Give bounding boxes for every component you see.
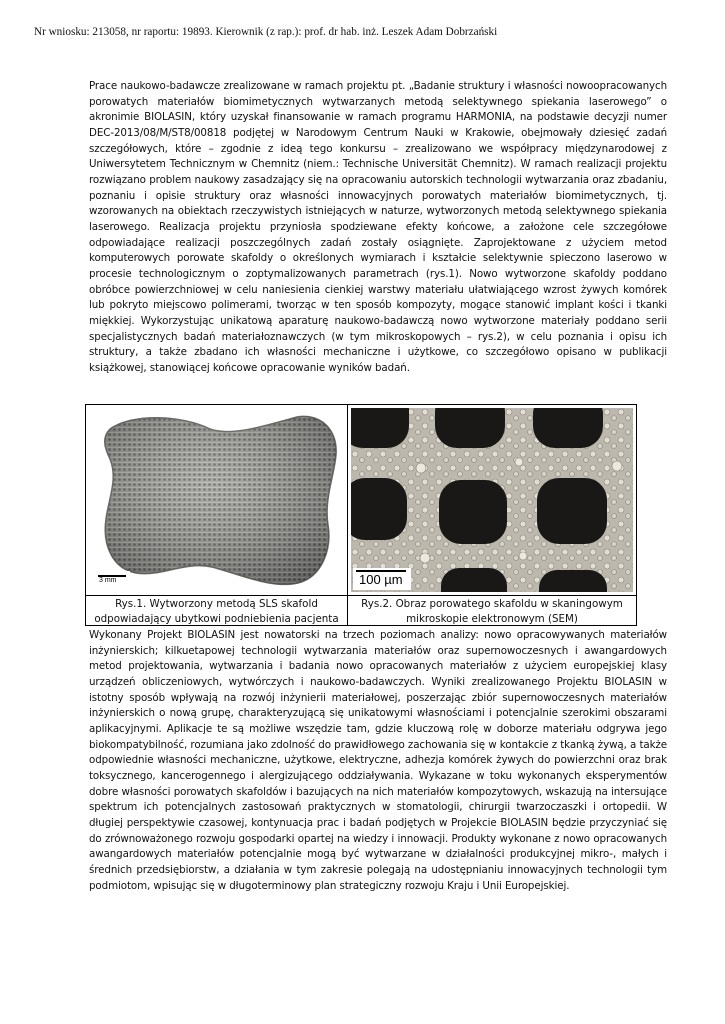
paragraph-summary: Wykonany Projekt BIOLASIN jest nowatorski na trzech poziomach analizy: nowo opracowywanych materiałów inżynierskich; kilkuetapowej technologii wytwarzania materiałów oraz supernowoczesnych i awangardowych metod projektowania, wytwarzania i badania nowo opracowanych materiałów z użyciem europejskiej klasy urządzeń obliczeniowych, wytwórczych i naukowo-badawczych. Wyniki zrealizowanego Projektu BIOLASIN w istotny sposób wpływają na rozwój inżynierii materiałowej, poszerzając zbiór supernowoczesnych materiałów inżynierskich o nową grupę, charakteryzującą się unikatowymi własnościami i potencjalnie szerokimi obszarami aplikacyjnymi. Aplikacje te są możliwe wszędzie tam, gdzie kluczową rolę w doborze materiału odgrywa jego biokompatybilność, rozumiana jako zdolność do prawidłowego zachowania się w kontakcie z tkanką żywą, a także odpowiednie własności mechaniczne, użytkowe, elektryczne, adhezja komórek żywych do powierzchni oraz brak toksycznego, kancerogennego i alergizującego oddziaływania. Wykazane w toku wykonanych eksperymentów dobre własności porowatych skafoldów i bazujących na nich materiałów kompozytowych, wskazują na intersujące spektrum ich potencjalnych zastosowań praktycznych w stomatologii, chirurgii twarzoczaszki i ortopedii. W długiej perspektywie czasowej, kontynuacja prac i badań podjętych w Projekcie BIOLASIN będzie przyczyniać się do zrównoważonego rozwoju gospodarki opartej na wiedzy i innowacji. Produkty wykonane z nowo opracowanych awangardowych materiałów potencjalnie mogą być wytwarzane w działalności produkcyjnej mikro-, małych i średnich przedsiębiorstw, a działania w tym zakresie polegają na udostępnianiu innowacyjnych technologii tym podmiotom, wpisując się w długoterminowy plan strategiczny rozwoju Kraju i Unii Europejskiej. [89, 629, 667, 892]
figure-table [85, 404, 637, 626]
figure-1-caption: Rys.1. Wytworzony metodą SLS skafold odpowiadający ubytkowi podniebienia pacjenta [94, 598, 339, 625]
table-divider-vertical [347, 405, 348, 625]
scale-bar-100um: 100 µm [353, 568, 411, 590]
paragraph-intro: Prace naukowo-badawcze zrealizowane w ramach projektu pt. „Badanie struktury i własności nowoopracowanych porowatych materiałów biomimetycznych wytwarzanych metodą selektywnego spiekania laserowego” o akronimie BIOLASIN, który uzyskał finansowanie w ramach programu HARMONIA, na podstawie decyzji numer DEC-2013/08/M/ST8/00818 podjętej w Narodowym Centrum Nauki w Krakowie, obejmowały dziesięć zadań szczegółowych, które – zgodnie z ideą tego konkursu – zrealizowano we współpracy międzynarodowej z Uniwersytetem Technicznym w Chemnitz (niem.: Technische Universität Chemnitz). W ramach realizacji projektu rozwiązano problem naukowy zasadzający się na opracowaniu autorskich technologii wytwarzania oraz zbadaniu, poznaniu i opisie struktury oraz własności innowacyjnych porowatych materiałów biomimetycznych, tj. wzorowanych na obiektach rzeczywistych istniejących w naturze, wytworzonych metodą selektywnego spiekania laserowego. Realizacja projektu przyniosła spodziewane efekty końcowe, a założone cele szczegółowe odpowiadające realizacji poszczególnych zadań zostały osiągnięte. Zaprojektowane z użyciem metod komputerowych porowate skafoldy o określonych wymiarach i kształcie selektywnie spieczono laserowo w procesie technologicznym o zoptymalizowanych parametrach (rys.1). Nowo wytworzone skafoldy poddano obróbce powierzchniowej w celu naniesienia cienkiej warstwy materiału ułatwiającego wzrost żywych komórek lub pokryto miejscowo polimerami, tworząc w ten sposób kompozyty, mogące stanowić implant kości i tkanki miękkiej. Wykorzystując unikatową aparaturę naukowo-badawczą nowo wytworzone materiały poddano serii specjalistycznych badań materiałoznawczych (w tym mikroskopowych – rys.2), w celu poznania i opisu ich struktury, a także zbadano ich własności mechaniczne i użytkowe, co szczegółowo opisano w publikacji książkowej, stanowiącej końcowe opracowanie wyników badań. [89, 80, 667, 374]
report-header: Nr wniosku: 213058, nr raportu: 19893. Kierownik (z rap.): prof. dr hab. inż. Leszek Adam Dobrzański [34, 26, 498, 38]
scale-bar-3mm: 3 mm [96, 571, 130, 587]
sem-micrograph [351, 408, 633, 592]
sem-image [351, 408, 633, 592]
table-divider-horizontal [86, 595, 636, 596]
scaffold-image [92, 407, 342, 593]
figure-2-caption: Rys.2. Obraz porowatego skafoldu w skaningowym mikroskopie elektronowym (SEM) [361, 598, 623, 625]
scaffold-photo [92, 407, 342, 593]
